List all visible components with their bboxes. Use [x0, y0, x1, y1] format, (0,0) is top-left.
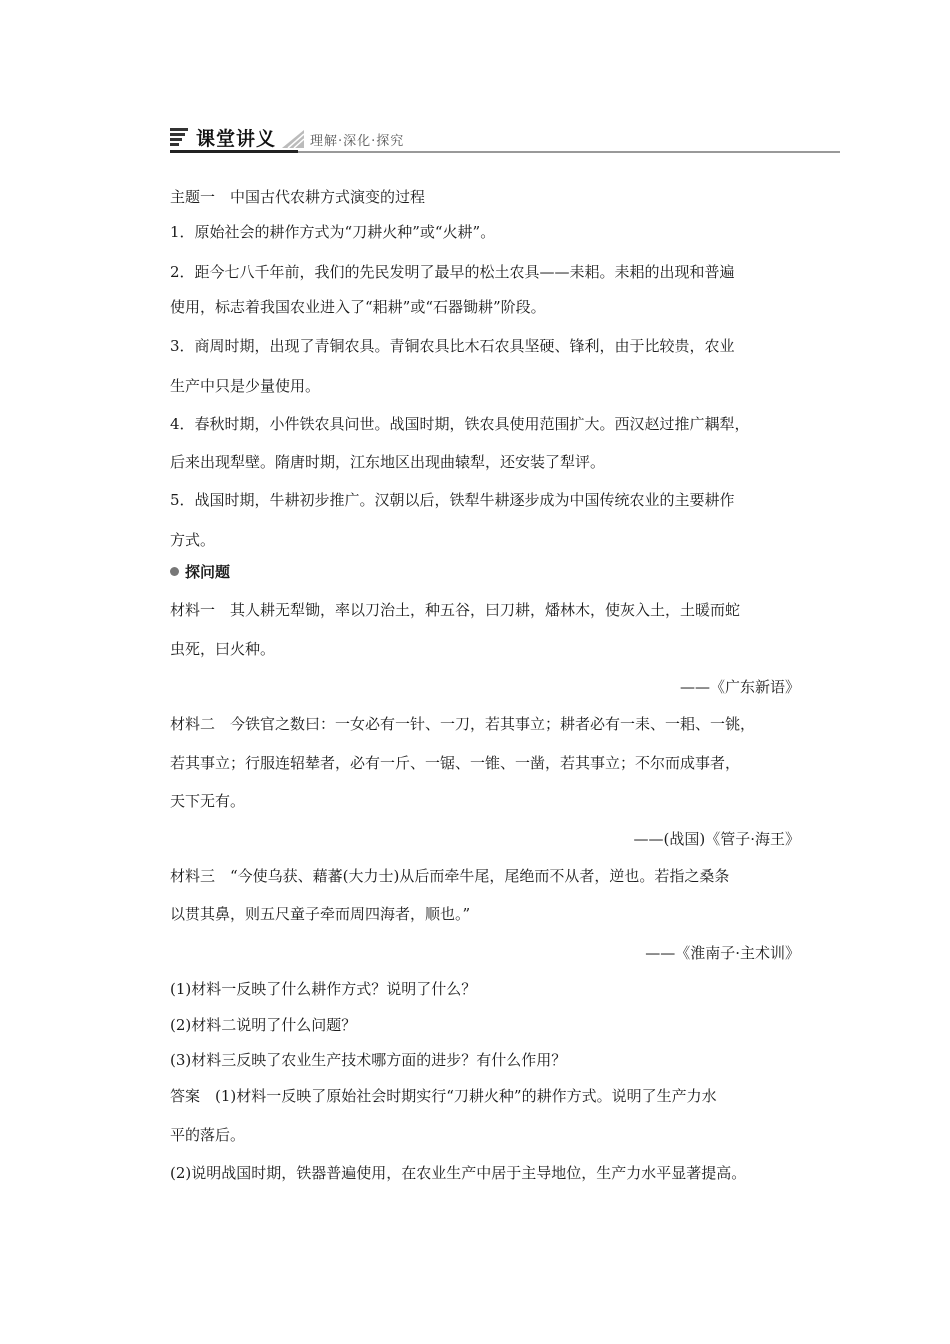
- header-rule-thin: [298, 151, 840, 153]
- topic-point: 5．战国时期，牛耕初步推广。汉朝以后，铁犁牛耕逐步成为中国传统农业的主要耕作: [170, 491, 735, 509]
- stripes-icon: [170, 128, 188, 148]
- answer-line: 平的落后。: [170, 1126, 246, 1144]
- topic-point: 后来出现犁壁。隋唐时期，江东地区出现曲辕犁，还安装了犁评。: [170, 453, 606, 471]
- topic-point: 4．春秋时期，小件铁农具问世。战国时期，铁农具使用范围扩大。西汉赵过推广耦犁，: [170, 415, 750, 433]
- question: (1)材料一反映了什么耕作方式？说明了什么？: [170, 980, 477, 998]
- topic-point: 2．距今七八千年前，我们的先民发明了最早的松土农具——耒耜。耒耜的出现和普遍: [170, 263, 735, 281]
- section-header: [170, 124, 840, 156]
- triangle-icon: [282, 130, 304, 148]
- material-line: 材料一 其人耕无犁锄，率以刀治土，种五谷，曰刀耕，燔林木，使灰入土，土暖而蛇: [170, 601, 741, 619]
- header-rule-thick: [170, 150, 298, 153]
- material-line: 虫死，曰火种。: [170, 640, 276, 658]
- topic-title: 主题一 中国古代农耕方式演变的过程: [170, 188, 426, 206]
- material-line: 材料三 “今使乌获、藉蕃(大力士)从后而牵牛尾，尾绝而不从者，逆也。若指之桑条: [170, 867, 730, 885]
- material-source: ——(战国)《管子·海王》: [633, 830, 800, 848]
- topic-point: 3．商周时期，出现了青铜农具。青铜农具比木石农具坚硬、锋利，由于比较贵，农业: [170, 337, 735, 355]
- section-title: 课堂讲义: [196, 128, 277, 150]
- material-line: 若其事立；行服连轺辇者，必有一斤、一锯、一锥、一凿，若其事立；不尔而成事者，: [170, 754, 741, 772]
- material-line: 天下无有。: [170, 792, 246, 810]
- topic-point: 使用，标志着我国农业进入了“耜耕”或“石器锄耕”阶段。: [170, 298, 546, 316]
- answer-line: 答案 (1)材料一反映了原始社会时期实行“刀耕火种”的耕作方式。说明了生产力水: [170, 1087, 717, 1105]
- topic-point: 1．原始社会的耕作方式为“刀耕火种”或“火耕”。: [170, 223, 496, 241]
- material-source: ——《广东新语》: [679, 678, 800, 696]
- material-source: ——《淮南子·主术训》: [645, 944, 800, 962]
- material-line: 材料二 今铁官之数曰：一女必有一针、一刀，若其事立；耕者必有一耒、一耜、一铫，: [170, 715, 756, 733]
- material-line: 以贯其鼻，则五尺童子牵而周四海者，顺也。”: [170, 905, 471, 923]
- bullet-icon: [170, 567, 179, 576]
- question: (3)材料三反映了农业生产技术哪方面的进步？有什么作用？: [170, 1051, 567, 1069]
- section-subtitle: 理解·深化·探究: [310, 134, 405, 149]
- topic-point: 生产中只是少量使用。: [170, 377, 321, 395]
- question: (2)材料二说明了什么问题？: [170, 1016, 357, 1034]
- topic-point: 方式。: [170, 531, 216, 549]
- answer-line: (2)说明战国时期，铁器普遍使用，在农业生产中居于主导地位，生产力水平显著提高。: [170, 1164, 747, 1182]
- explore-heading: 探问题: [185, 563, 231, 581]
